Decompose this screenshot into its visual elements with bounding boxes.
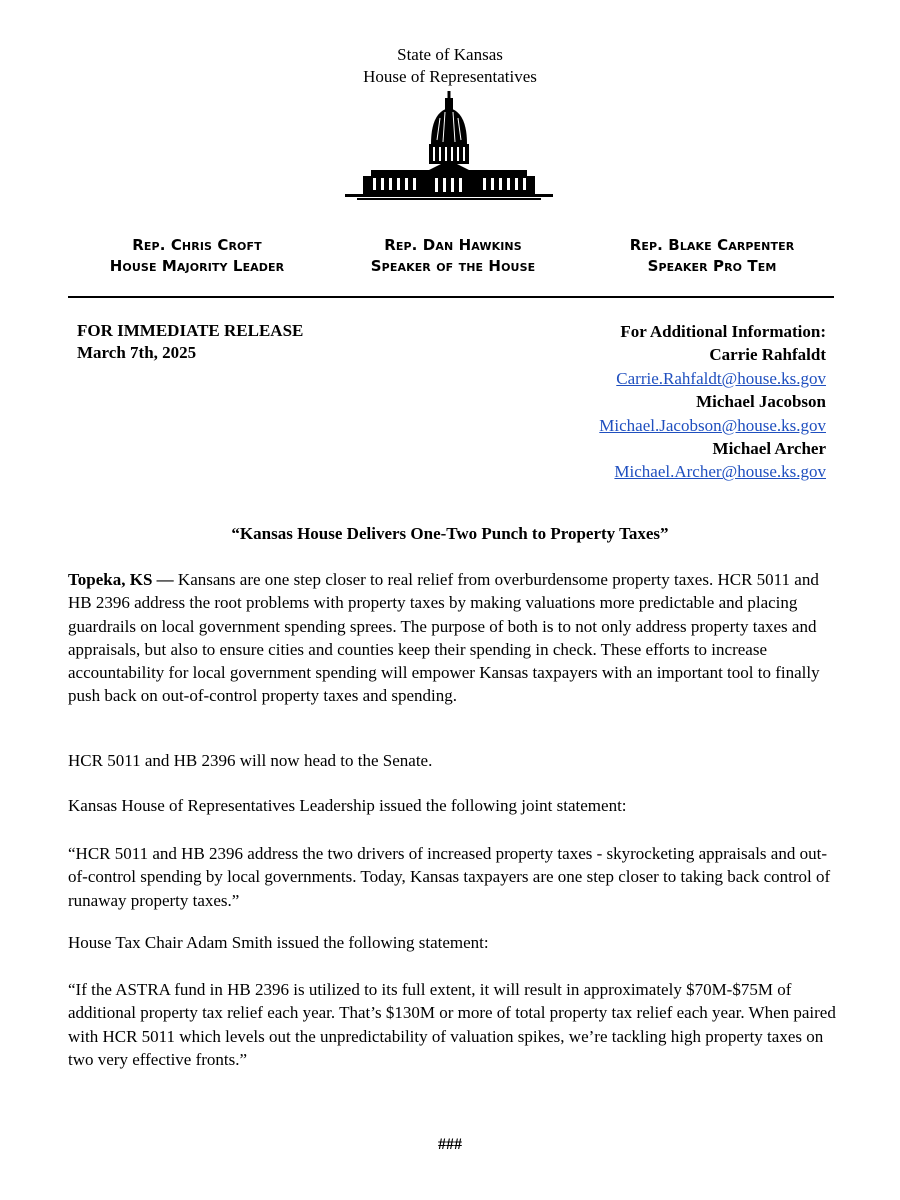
paragraph-text: Kansans are one step closer to real relief from overburdensome property taxes. HCR 5011 and HB 2396 address the root problems with property taxes by making valuations more predictable and placing guardrails on local government spending sprees. The purpose of both is to not only address property taxes and appraisals, but also to ensure cities and counties keep their spending in check. These efforts to increase accountability for local government spending will empower Kansas taxpayers with an important tool to finally push back on out-of-control property taxes and spending.	[68, 570, 820, 706]
leadership-statement: “HCR 5011 and HB 2396 address the two drivers of increased property taxes - skyrocketing appraisals and out-of-control spending by local governments. Today, Kansas taxpayers are one step closer to taking back control of runaway property taxes.”	[68, 844, 831, 910]
tax-chair-statement: “If the ASTRA fund in HB 2396 is utilized to its full extent, it will result in approximately $70M-$75M of additional property tax relief each year. That’s $130M or more of total property tax relief each year. When paired with HCR 5011 which levels out the unpredictability of valuation spikes, we’re tackling high property taxes on two very effective fronts.”	[68, 980, 836, 1069]
contact-email-link[interactable]: Michael.Jacobson@house.ks.gov	[599, 415, 826, 435]
release-label: FOR IMMEDIATE RELEASE	[77, 321, 304, 340]
header-house: House of Representatives	[363, 67, 537, 86]
release-block	[77, 320, 303, 364]
capitol-building-icon	[343, 90, 555, 204]
press-headline: “Kansas House Delivers One-Two Punch to Property Taxes”	[231, 524, 669, 543]
leader-speaker	[313, 235, 593, 277]
dateline: Topeka, KS —	[68, 570, 174, 589]
contacts-heading: For Additional Information:	[620, 322, 826, 341]
leader-majority	[57, 235, 337, 277]
header-state: State of Kansas	[397, 45, 503, 64]
leader-title: House Majority Leader	[109, 257, 285, 275]
leader-title: Speaker of the House	[370, 257, 536, 275]
body-paragraph-1	[68, 568, 838, 708]
contacts-block	[599, 320, 826, 484]
leader-name: Rep. Dan Hawkins	[384, 236, 522, 254]
contact-email-link[interactable]: Michael.Archer@house.ks.gov	[614, 462, 826, 482]
leader-name: Rep. Blake Carpenter	[629, 236, 795, 254]
release-date: March 7th, 2025	[77, 343, 197, 362]
leader-title: Speaker Pro Tem	[647, 257, 777, 275]
contact-name: Michael Archer	[712, 439, 826, 459]
contact-name: Carrie Rahfaldt	[709, 345, 826, 365]
end-mark: ###	[438, 1136, 462, 1153]
contact-email-link[interactable]: Carrie.Rahfaldt@house.ks.gov	[616, 368, 826, 388]
contact-name: Michael Jacobson	[696, 392, 826, 412]
header-divider	[68, 296, 834, 298]
leader-speaker-pro-tem	[572, 235, 852, 277]
body-paragraph-3: Kansas House of Representatives Leadership issued the following joint statement:	[68, 796, 627, 815]
leader-name: Rep. Chris Croft	[132, 236, 262, 254]
body-paragraph-2: HCR 5011 and HB 2396 will now head to the Senate.	[68, 751, 433, 770]
body-paragraph-5: House Tax Chair Adam Smith issued the following statement:	[68, 933, 489, 952]
